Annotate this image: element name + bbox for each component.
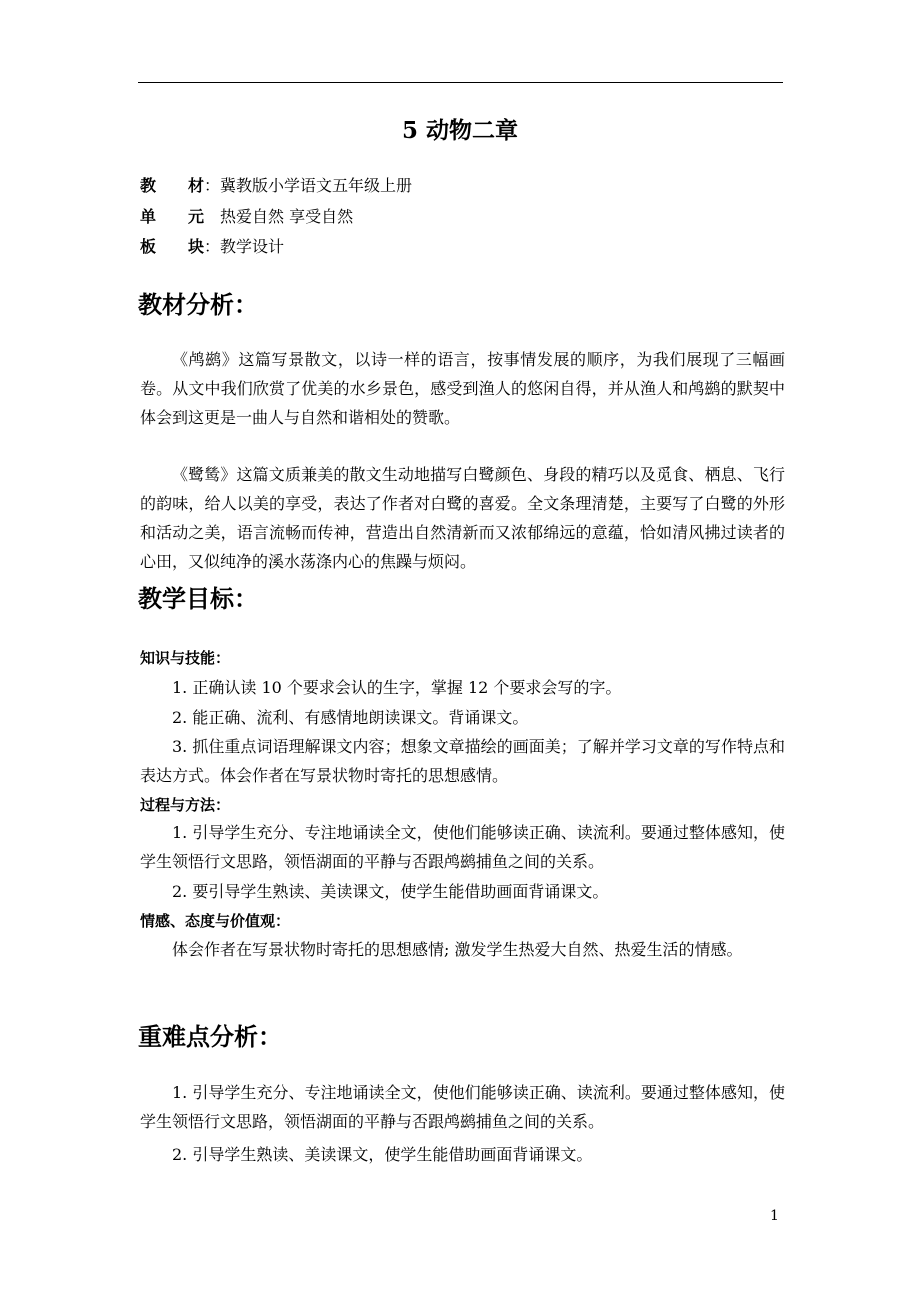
goals-process-label: 过程与方法： [140, 796, 231, 814]
goals-knowledge-item-2: 2. 能正确、流利、有感情地朗读课文。背诵课文。 [172, 708, 529, 727]
keypoints-item-2: 2. 引导学生熟读、美读课文，使学生能借助画面背诵课文。 [172, 1145, 593, 1164]
meta-key-char: 块 [188, 237, 205, 256]
section-heading-analysis: 教材分析： [138, 290, 258, 319]
meta-block [140, 237, 284, 257]
header-rule [138, 82, 783, 83]
goals-knowledge-label: 知识与技能： [140, 649, 231, 667]
analysis-paragraph-2: 《鹭鸶》这篇文质兼美的散文生动地描写白鹭颜色、身段的精巧以及觅食、栖息、飞行的韵味，给人以美的享受，表达了作者对白鹭的喜爱。全文条理清楚，主要写了白鹭的外形和活动之美，语言流畅而传神，营造出自然清新而又浓郁绵远的意蕴，恰如清风拂过读者的心田，又似纯净的溪水荡涤内心的焦躁与烦闷。 [140, 465, 785, 571]
meta-value: ：教学设计 [204, 237, 285, 256]
goals-knowledge-item-1: 1. 正确认读 10 个要求会认的生字，掌握 12 个要求会写的字。 [172, 678, 622, 697]
meta-textbook [140, 176, 412, 196]
meta-key-char: 教 [140, 176, 157, 195]
page-title: 5 动物二章 [401, 117, 518, 144]
meta-key [140, 207, 204, 227]
keypoints-item-1: 1. 引导学生充分、专注地诵读全文，使他们能够读正确、读流利。要通过整体感知，使学生领悟行文思路，领悟湖面的平静与否跟鸬鹚捕鱼之间的关系。 [140, 1083, 785, 1131]
meta-value: ：冀教版小学语文五年级上册 [204, 176, 413, 195]
goals-emotion-label: 情感、态度与价值观： [140, 912, 291, 930]
meta-unit [140, 207, 353, 227]
goals-process-item-2: 2. 要引导学生熟读、美读课文，使学生能借助画面背诵课文。 [172, 882, 609, 901]
meta-key [140, 237, 204, 257]
meta-value: 热爱自然 享受自然 [220, 207, 354, 226]
meta-key-char: 材 [188, 176, 205, 195]
goals-process-item-1: 1. 引导学生充分、专注地诵读全文，使他们能够读正确、读流利。要通过整体感知，使学生领悟行文思路，领悟湖面的平静与否跟鸬鹚捕鱼之间的关系。 [140, 823, 785, 871]
section-heading-goals: 教学目标： [138, 584, 258, 613]
meta-key [140, 176, 204, 196]
page-number: 1 [770, 1208, 779, 1224]
section-heading-keypoints: 重难点分析： [138, 1022, 282, 1051]
analysis-paragraph-1: 《鸬鹚》这篇写景散文，以诗一样的语言，按事情发展的顺序，为我们展现了三幅画卷。从文中我们欣赏了优美的水乡景色，感受到渔人的悠闲自得，并从渔人和鸬鹚的默契中体会到这更是一曲人与自然和谐相处的赞歌。 [140, 350, 785, 427]
meta-key-char: 单 [140, 207, 157, 226]
goals-emotion-item-1: 体会作者在写景状物时寄托的思想感情; 激发学生热爱大自然、热爱生活的情感。 [172, 940, 743, 959]
goals-knowledge-item-3: 3. 抓住重点词语理解课文内容；想象文章描绘的画面美；了解并学习文章的写作特点和表达方式。体会作者在写景状物时寄托的思想感情。 [140, 737, 785, 785]
meta-key-char: 元 [188, 207, 205, 226]
meta-key-char: 板 [140, 237, 157, 256]
